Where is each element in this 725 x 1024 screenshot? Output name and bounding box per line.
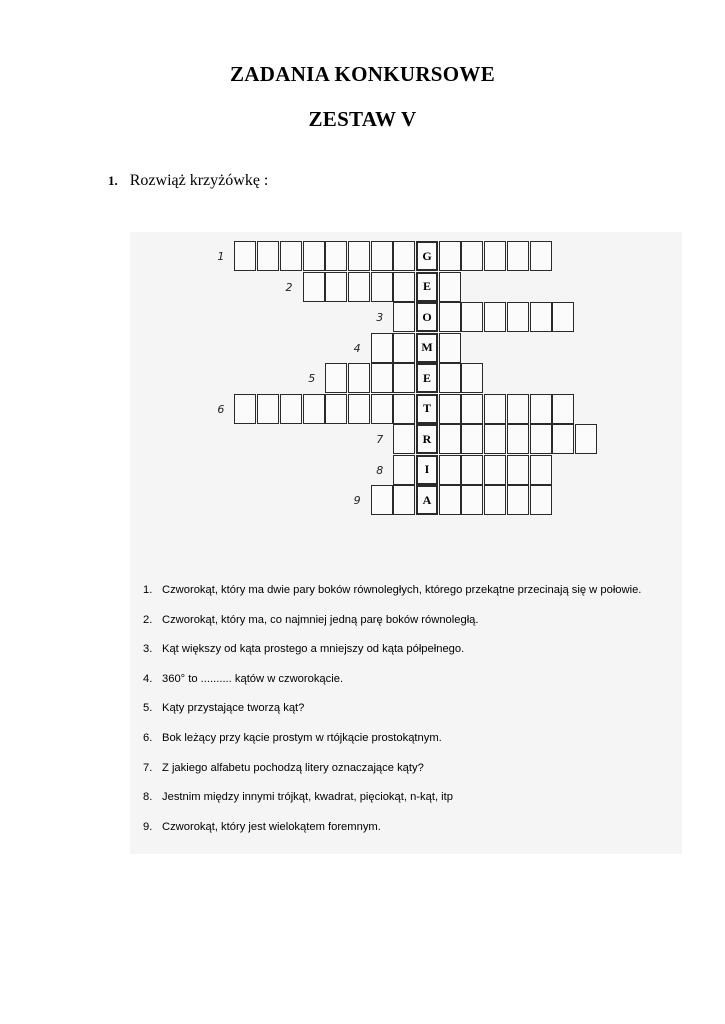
crossword-cell (371, 485, 393, 515)
crossword-cell (575, 424, 597, 454)
crossword-cell (393, 272, 415, 302)
crossword-cell (348, 241, 370, 271)
crossword-key-cell: T (416, 394, 438, 424)
clue-item: 1. Czworokąt, który ma dwie pary boków równoległych, którego przekątne przecinają się w połowie. (143, 584, 642, 596)
crossword-cell (507, 485, 529, 515)
crossword-cell (461, 302, 483, 332)
crossword-row-number: 8 (376, 463, 384, 477)
crossword-row-number: 5 (308, 372, 316, 385)
crossword-key-cell: E (416, 363, 438, 393)
crossword-cell (325, 272, 347, 302)
crossword-cell (484, 424, 506, 454)
crossword-cell (439, 485, 461, 515)
crossword-row-number: 2 (285, 280, 293, 294)
clue-item: 7. Z jakiego alfabetu pochodzą litery oznaczające kąty? (143, 761, 424, 774)
crossword-row-number: 1 (217, 250, 225, 263)
clue-list (143, 584, 683, 850)
crossword-key-cell: A (416, 485, 438, 515)
crossword-cell (393, 302, 415, 332)
crossword-key-cell: R (416, 424, 438, 454)
crossword-cell (439, 394, 461, 424)
crossword-row-number: 9 (353, 494, 361, 507)
clue-item: 9. Czworokąt, który jest wielokątem foremnym. (143, 820, 381, 833)
crossword-cell (439, 272, 461, 302)
crossword-cell (461, 394, 483, 424)
crossword-cell (280, 394, 302, 424)
clue-item: 3. Kąt większy od kąta prostego a mniejszy od kąta półpełnego. (143, 643, 465, 656)
clue-item: 6. Bok leżący przy kącie prostym w rtójkącie prostokątnym. (143, 731, 442, 744)
crossword-cell (484, 241, 506, 271)
crossword-cell (393, 394, 415, 424)
crossword-cell (507, 455, 529, 485)
crossword-cell (371, 333, 393, 363)
task-heading (108, 172, 268, 190)
clue-item: 5. Kąty przystające tworzą kąt? (143, 702, 305, 715)
crossword-cell (461, 424, 483, 454)
crossword-key-cell: E (416, 272, 438, 302)
crossword-cell (507, 394, 529, 424)
page-title: ZADANIA KONKURSOWE (229, 62, 496, 86)
crossword-cell (530, 302, 552, 332)
crossword-cell (257, 394, 279, 424)
crossword-cell (303, 394, 325, 424)
crossword-cell (530, 455, 552, 485)
crossword-cell (439, 455, 461, 485)
crossword-cell (439, 302, 461, 332)
crossword-key-cell: M (416, 333, 438, 363)
crossword-row-number: 3 (376, 311, 384, 324)
crossword-cell (371, 394, 393, 424)
crossword-cell (484, 302, 506, 332)
crossword-cell (348, 272, 370, 302)
crossword-cell (530, 394, 552, 424)
crossword-cell (280, 241, 302, 271)
crossword-cell (484, 485, 506, 515)
crossword-cell (507, 302, 529, 332)
crossword-row-number: 6 (217, 402, 225, 416)
crossword-cell (234, 394, 256, 424)
crossword-cell (439, 424, 461, 454)
crossword-cell (461, 485, 483, 515)
crossword-row-number: 7 (376, 433, 384, 446)
crossword-cell (439, 241, 461, 271)
crossword-cell (393, 333, 415, 363)
crossword-cell (461, 241, 483, 271)
crossword-cell (348, 363, 370, 393)
crossword-cell (303, 241, 325, 271)
crossword-key-cell: O (416, 302, 438, 332)
crossword-cell (507, 424, 529, 454)
crossword-cell (461, 363, 483, 393)
crossword-cell (371, 272, 393, 302)
crossword-cell (507, 241, 529, 271)
crossword-cell (393, 455, 415, 485)
crossword-key-cell: G (416, 241, 438, 271)
crossword-cell (439, 333, 461, 363)
crossword-cell (461, 455, 483, 485)
crossword-cell (371, 363, 393, 393)
crossword-cell (552, 424, 574, 454)
crossword-cell (348, 394, 370, 424)
crossword-key-cell: I (416, 455, 438, 485)
page-subtitle: ZESTAW V (308, 107, 417, 131)
crossword-row-number: 4 (353, 341, 361, 355)
crossword-cell (325, 241, 347, 271)
crossword-cell (552, 302, 574, 332)
crossword-cell (325, 363, 347, 393)
crossword-cell (484, 394, 506, 424)
crossword-cell (393, 363, 415, 393)
clue-item: 8. Jestnim między innymi trójkąt, kwadrat, pięciokąt, n-kąt, itp (143, 791, 453, 804)
crossword-cell (303, 272, 325, 302)
crossword-cell (530, 424, 552, 454)
task-text: Rozwiąż krzyżówkę : (129, 172, 269, 189)
crossword-cell (234, 241, 256, 271)
clue-item: 2. Czworokąt, który ma, co najmniej jedną parę boków równoległą. (143, 613, 479, 626)
crossword-cell (530, 485, 552, 515)
task-number: 1. (108, 173, 118, 188)
crossword-cell (325, 394, 347, 424)
crossword-cell (439, 363, 461, 393)
crossword-cell (552, 394, 574, 424)
crossword-cell (393, 424, 415, 454)
crossword-cell (484, 455, 506, 485)
crossword-cell (257, 241, 279, 271)
crossword-cell (530, 241, 552, 271)
crossword-cell (371, 241, 393, 271)
clue-item: 4. 360° to .......... kątów w czworokącie. (143, 672, 344, 685)
crossword-cell (393, 241, 415, 271)
crossword-cell (393, 485, 415, 515)
